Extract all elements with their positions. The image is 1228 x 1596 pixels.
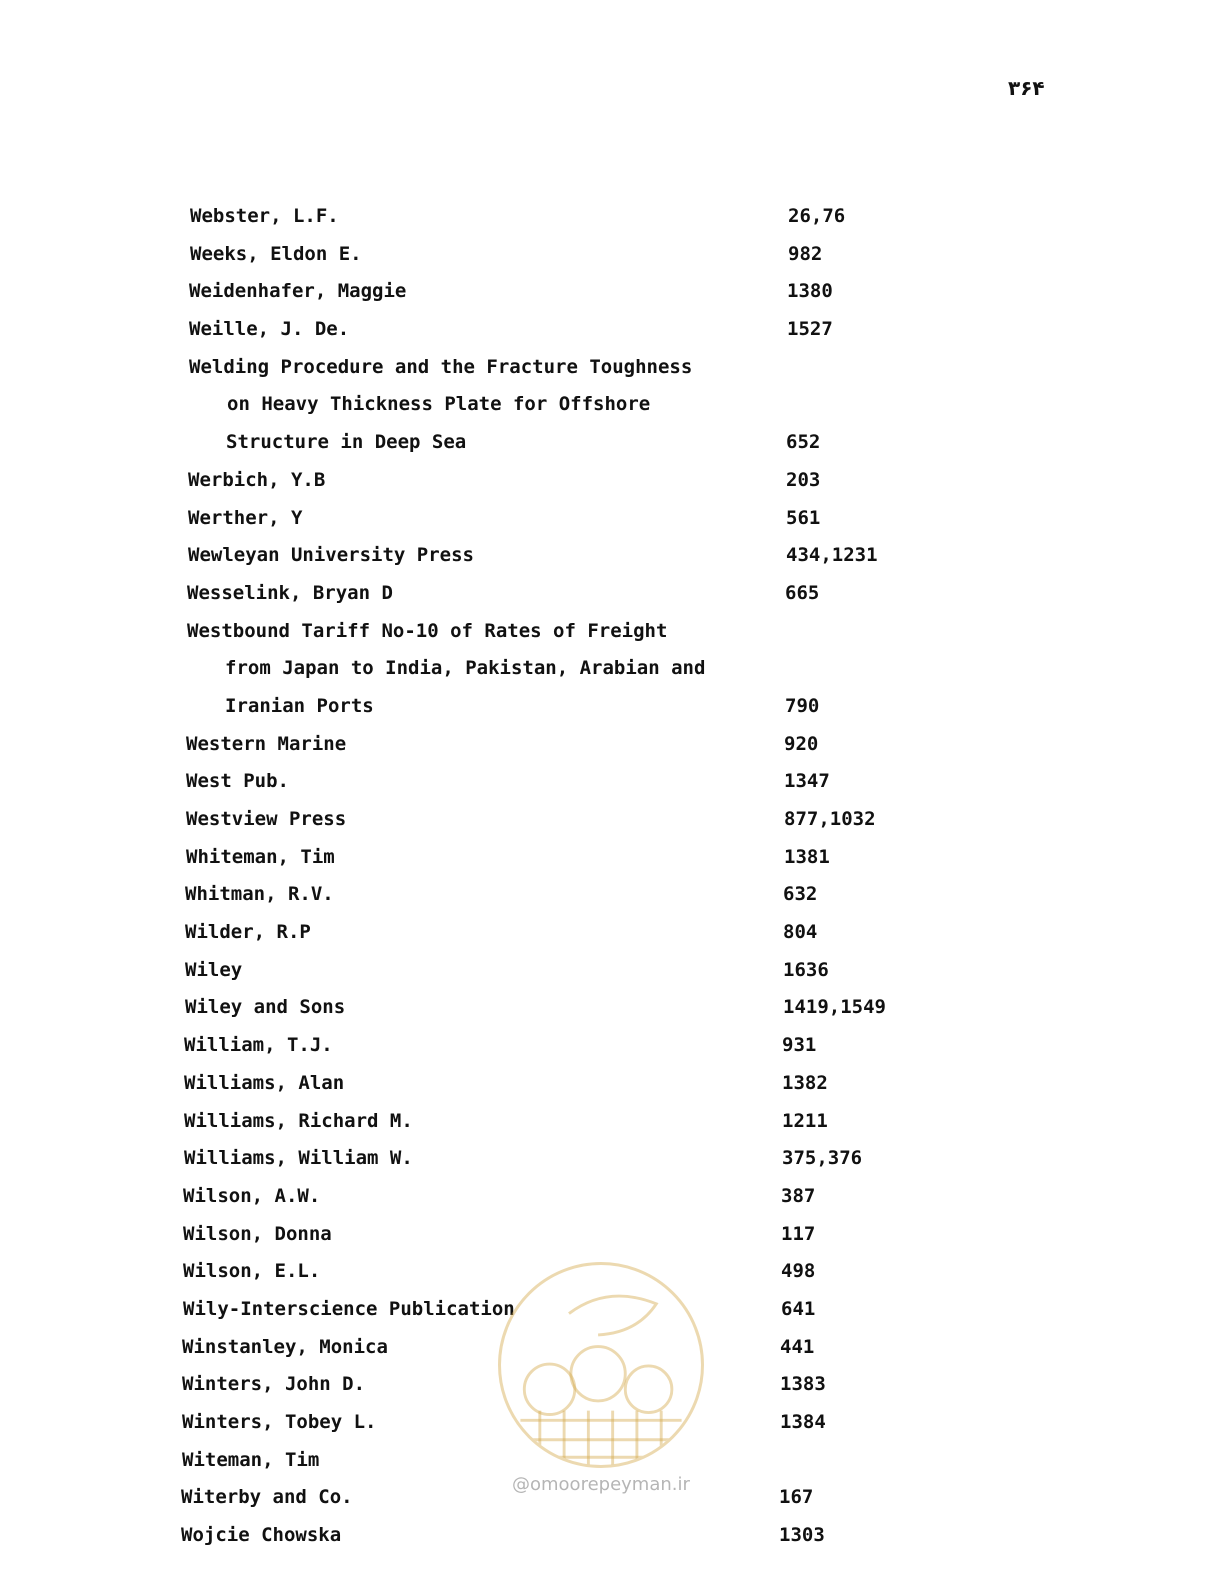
page-number: ۳۶۴ <box>1008 76 1045 100</box>
index-pages: 117 <box>781 1222 816 1245</box>
index-line <box>0 1140 1228 1178</box>
index-pages: 877,1032 <box>784 808 876 830</box>
index-pages: 1211 <box>782 1109 828 1132</box>
index-pages: 1636 <box>783 958 829 981</box>
index-term: Wiley <box>185 958 243 981</box>
index-line <box>0 349 1228 387</box>
index-pages: 804 <box>783 921 818 944</box>
index-pages: 1419,1549 <box>783 996 886 1019</box>
index-line <box>0 462 1228 500</box>
index-term: Westview Press <box>186 808 347 830</box>
index-pages: 1382 <box>782 1071 828 1094</box>
index-list <box>0 198 1228 1555</box>
index-line <box>0 1366 1228 1404</box>
index-term: Werbich, Y.B <box>188 468 326 491</box>
index-term: Williams, Alan <box>184 1071 345 1094</box>
index-line <box>0 650 1228 688</box>
index-term: from Japan to India, Pakistan, Arabian and <box>225 657 706 680</box>
index-term: Winstanley, Monica <box>182 1335 388 1358</box>
index-line <box>0 1329 1228 1367</box>
index-line <box>0 575 1228 613</box>
index-line <box>0 236 1228 274</box>
index-line <box>0 763 1228 801</box>
index-term: Wilder, R.P <box>185 921 311 944</box>
index-line <box>0 1442 1228 1480</box>
index-line <box>0 1404 1228 1442</box>
index-term: Structure in Deep Sea <box>226 431 467 454</box>
index-line <box>0 1291 1228 1329</box>
index-pages: 387 <box>781 1184 816 1207</box>
index-term: Witerby and Co. <box>181 1486 353 1509</box>
index-term: Wilson, A.W. <box>183 1184 321 1207</box>
index-line <box>0 1517 1228 1555</box>
index-line <box>0 839 1228 877</box>
index-pages: 167 <box>779 1486 814 1509</box>
index-pages: 1380 <box>787 280 833 303</box>
index-line <box>0 688 1228 726</box>
index-pages: 665 <box>785 581 820 604</box>
index-term: Witeman, Tim <box>182 1448 320 1471</box>
index-term: West Pub. <box>186 770 289 793</box>
index-term: Wesselink, Bryan D <box>187 581 393 604</box>
index-pages: 498 <box>781 1260 816 1283</box>
index-term: Weeks, Eldon E. <box>190 242 362 265</box>
index-term: Wiley and Sons <box>185 996 346 1019</box>
index-pages: 1383 <box>780 1373 826 1396</box>
index-term: Weidenhafer, Maggie <box>189 280 407 303</box>
index-pages: 920 <box>784 732 819 755</box>
index-term: Wojcie Chowska <box>181 1524 342 1547</box>
index-term: Western Marine <box>186 732 347 755</box>
index-term: Whiteman, Tim <box>186 845 335 868</box>
index-line <box>0 613 1228 651</box>
index-pages: 26,76 <box>788 205 846 227</box>
index-line <box>0 726 1228 764</box>
index-pages: 561 <box>786 506 821 529</box>
index-line <box>0 876 1228 914</box>
index-line <box>0 1253 1228 1291</box>
index-pages: 434,1231 <box>786 544 878 567</box>
index-term: William, T.J. <box>184 1034 333 1057</box>
index-line <box>0 989 1228 1027</box>
index-term: Winters, John D. <box>182 1373 366 1396</box>
index-line <box>0 1178 1228 1216</box>
index-line <box>0 311 1228 349</box>
index-term: Westbound Tariff No-10 of Rates of Freight <box>187 619 668 642</box>
index-line <box>0 1479 1228 1517</box>
index-term: on Heavy Thickness Plate for Offshore <box>227 393 651 416</box>
watermark-url: @omoorepeyman.ir <box>512 1474 690 1495</box>
index-term: Welding Procedure and the Fracture Toughness <box>189 355 693 378</box>
index-pages: 375,376 <box>782 1147 863 1170</box>
index-pages: 982 <box>788 242 823 265</box>
index-line <box>0 537 1228 575</box>
index-term: Williams, Richard M. <box>184 1109 413 1132</box>
index-line <box>0 500 1228 538</box>
index-pages: 931 <box>782 1034 817 1057</box>
index-line <box>0 952 1228 990</box>
index-term: Wily-Interscience Publication <box>183 1297 515 1320</box>
index-pages: 641 <box>781 1297 816 1320</box>
index-pages: 1303 <box>779 1524 825 1547</box>
index-term: Weille, J. De. <box>189 318 350 341</box>
index-pages: 1527 <box>787 318 833 341</box>
index-line <box>0 198 1228 236</box>
index-term: Winters, Tobey L. <box>182 1411 377 1433</box>
index-term: Iranian Ports <box>225 694 374 717</box>
index-line <box>0 1216 1228 1254</box>
index-pages: 203 <box>786 468 821 491</box>
index-term: Williams, William W. <box>184 1147 413 1170</box>
index-line <box>0 914 1228 952</box>
index-line <box>0 273 1228 311</box>
index-line <box>0 1103 1228 1141</box>
index-term: Whitman, R.V. <box>185 883 334 906</box>
index-term: Wewleyan University Press <box>188 544 474 567</box>
index-pages: 1384 <box>780 1411 826 1433</box>
index-line <box>0 801 1228 839</box>
index-line <box>0 386 1228 424</box>
index-term: Wilson, E.L. <box>183 1260 321 1283</box>
index-pages: 1381 <box>784 845 830 868</box>
index-pages: 652 <box>786 431 821 454</box>
index-term: Webster, L.F. <box>190 205 339 227</box>
index-line <box>0 1065 1228 1103</box>
index-line <box>0 1027 1228 1065</box>
index-pages: 441 <box>780 1335 815 1358</box>
index-pages: 632 <box>783 883 818 906</box>
index-line <box>0 424 1228 462</box>
index-pages: 790 <box>785 694 820 717</box>
index-pages: 1347 <box>784 770 830 793</box>
index-term: Werther, Y <box>188 506 303 529</box>
index-term: Wilson, Donna <box>183 1222 332 1245</box>
